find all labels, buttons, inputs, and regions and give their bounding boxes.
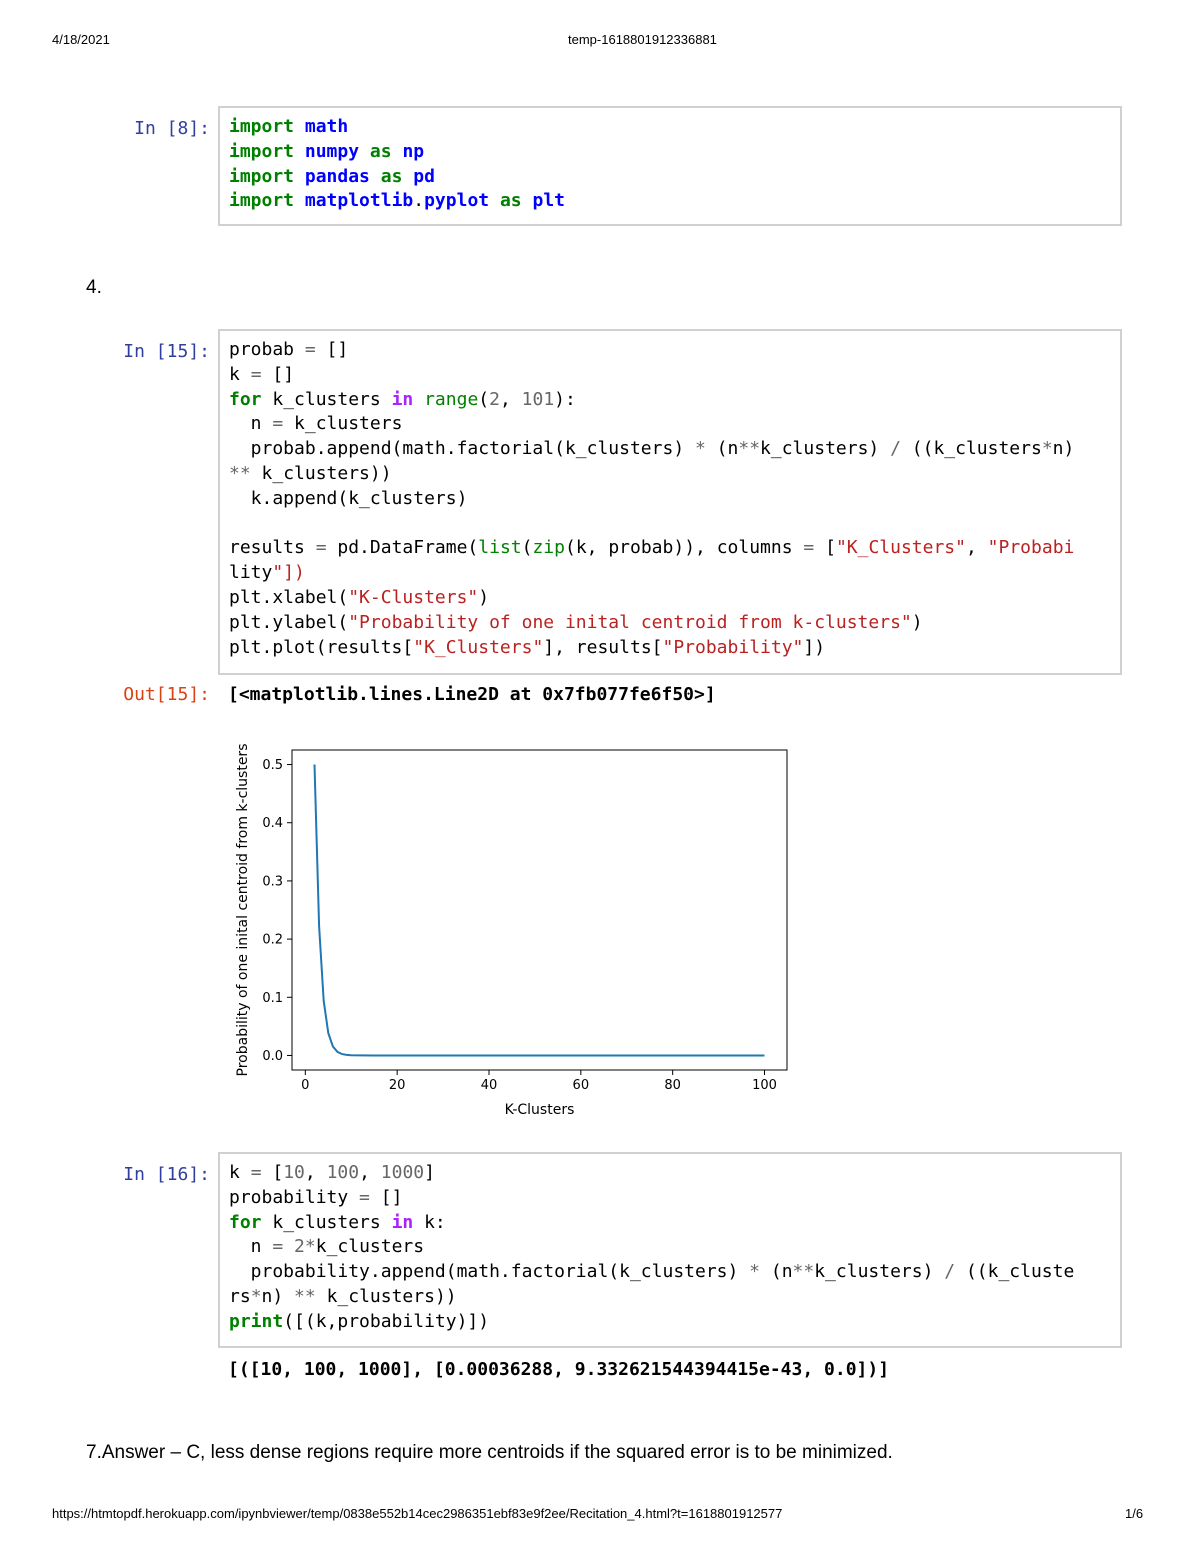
cell-15-output: [<matplotlib.lines.Line2D at 0x7fb077fe6f50>] — [228, 684, 716, 705]
cell-15-prompt: In [15]: — [123, 341, 210, 362]
x-tick-label: 20 — [388, 1078, 406, 1093]
x-tick-label: 80 — [664, 1078, 681, 1093]
cell-15-code[interactable]: probab = [] k = [] for k_clusters in range(2, 101): n = k_clusters probab.append(math.factorial(k_clusters) * (n**k_clusters) / ((k_clusters*n) ** k_clusters)) k.append(k_clusters) results = pd.DataFrame(list(zip(k, probab)), columns = ["K_Clusters", "Probabi lity"]) plt.xlabel("K-Clusters") plt.ylabel("Probability of one inital centroid from k-clusters") plt.plot(results["K_Clusters"], results["Probability"]) — [218, 329, 1122, 675]
footer-page-number: 1/6 — [1125, 1506, 1144, 1521]
cell-8-prompt: In [8]: — [134, 118, 210, 139]
cell-16-prompt: In [16]: — [123, 1164, 210, 1185]
cell-8-code[interactable]: import math import numpy as np import pandas as pd import matplotlib.pyplot as plt — [218, 106, 1122, 226]
y-tick-label: 0.4 — [262, 816, 283, 832]
print-title: temp-1618801912336881 — [568, 32, 717, 47]
markdown-answer-7: 7.Answer – C, less dense regions require more centroids if the squared error is to be minimized. — [86, 1442, 893, 1463]
x-tick-label: 100 — [752, 1078, 777, 1093]
y-tick-label: 0.5 — [262, 758, 283, 774]
y-tick-label: 0.0 — [262, 1048, 283, 1064]
print-date: 4/18/2021 — [52, 32, 110, 47]
plot-frame — [292, 750, 787, 1070]
footer-url[interactable]: https://htmtopdf.herokuapp.com/ipynbviewer/temp/0838e552b14cec2986351ebf83e9f2ee/Recitation_4.html?t=1618801912577 — [52, 1506, 783, 1521]
markdown-4: 4. — [86, 277, 102, 298]
probability-line-chart — [225, 730, 800, 1125]
y-tick-label: 0.3 — [262, 874, 283, 890]
y-tick-label: 0.2 — [262, 932, 283, 948]
x-axis-label: K-Clusters — [504, 1102, 575, 1118]
y-tick-label: 0.1 — [262, 990, 283, 1006]
x-tick-label: 40 — [480, 1078, 498, 1093]
cell-16-code[interactable]: k = [10, 100, 1000] probability = [] for k_clusters in k: n = 2*k_clusters probability.append(math.factorial(k_clusters) * (n**k_clusters) / ((k_cluste rs*n) ** k_clusters)) print([(k,probability)]) — [218, 1152, 1122, 1348]
x-tick-label: 60 — [572, 1078, 590, 1093]
x-tick-label: 0 — [301, 1078, 310, 1093]
cell-15-out-prompt: Out[15]: — [123, 684, 210, 705]
y-axis-label: Probability of one inital centroid from k-clusters — [235, 743, 251, 1077]
cell-16-output: [([10, 100, 1000], [0.00036288, 9.332621544394415e-43, 0.0])] — [228, 1359, 890, 1380]
